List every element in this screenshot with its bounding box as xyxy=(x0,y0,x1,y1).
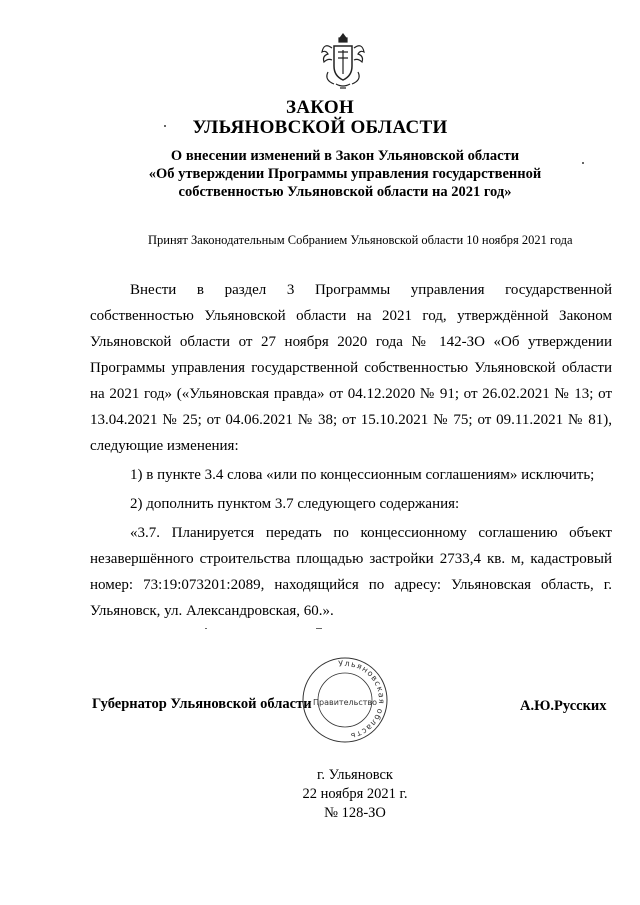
scan-speck xyxy=(316,628,322,629)
scan-speck xyxy=(164,125,166,127)
law-subject-title xyxy=(100,147,590,201)
seal-ring-text: Ульяновская область xyxy=(337,658,387,741)
official-seal-icon xyxy=(300,655,390,745)
subtitle-line: собственностью Ульяновской области на 2021 год» xyxy=(178,184,512,200)
region-title: УЛЬЯНОВСКОЙ ОБЛАСТИ xyxy=(192,117,448,138)
law-number: № 128-ЗО xyxy=(324,805,386,821)
subtitle-line: О внесении изменений в Закон Ульяновской области xyxy=(170,148,520,164)
adoption-note: Принят Законодательным Собранием Ульяновской области 10 ноября 2021 года xyxy=(148,233,573,247)
signatory-position: Губернатор Ульяновской области xyxy=(92,696,312,712)
amendment-item-3: «3.7. Планируется передать по концессионному соглашению объект незавершённого строительства площадью застройки 2733,4 кв. м, кадастровый номер: 73:19:073201:2089, находящийся по адресу: Ульяновская область, г. Ульяновск, ул. Александровская, 60.». xyxy=(90,525,612,619)
signing-details xyxy=(280,766,430,823)
intro-paragraph: Внести в раздел 3 Программы управления государственной собственностью Ульяновской области на 2021 год, утверждённой Законом Ульяновской области от 27 ноября 2020 года № 142-ЗО «Об утверждении Программы управления государственной собственностью Ульяновской области на 2021 год» («Ульяновская правда» от 04.12.2020 № 91; от 26.02.2021 № 13; от 13.04.2021 № 25; от 04.06.2021 № 38; от 15.10.2021 № 75; от 09.11.2021 № 81), следующие изменения: xyxy=(90,282,612,454)
scan-speck xyxy=(205,628,207,629)
amendment-item-2: 2) дополнить пунктом 3.7 следующего содержания: xyxy=(130,496,460,512)
signatory-name: А.Ю.Русских xyxy=(520,698,607,714)
law-body xyxy=(90,277,612,624)
signing-city: г. Ульяновск xyxy=(317,767,393,783)
seal-center-text: Правительство xyxy=(313,698,377,707)
coat-of-arms-icon xyxy=(318,30,368,92)
subtitle-line: «Об утверждении Программы управления государственной xyxy=(148,166,542,182)
document-type-title: ЗАКОН xyxy=(285,97,355,118)
amendment-item-1: 1) в пункте 3.4 слова «или по концессионным соглашениям» исключить; xyxy=(130,467,595,483)
signing-date: 22 ноября 2021 г. xyxy=(302,786,408,802)
scan-speck xyxy=(582,162,584,164)
